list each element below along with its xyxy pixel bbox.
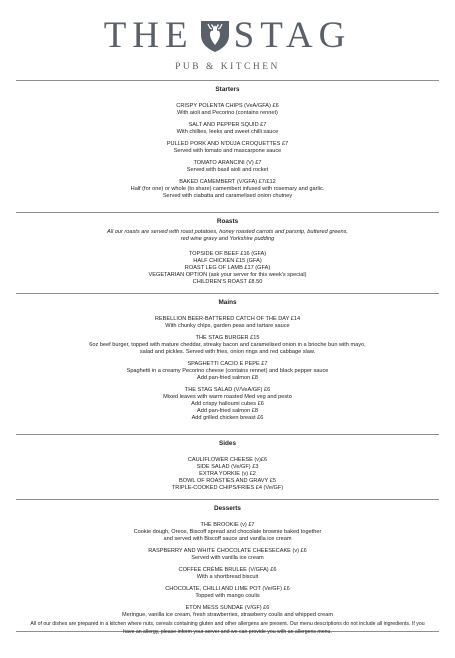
section-title: Sides — [218, 440, 237, 447]
menu-item — [16, 605, 439, 619]
menu-item: SIDE SALAD (Ve/GF) £3 — [196, 464, 259, 470]
menu-item: CHILDREN'S ROAST £8.50 — [192, 279, 263, 285]
allergen-notice-line: All of our dishes are prepared in a kitchen where nuts, cereals containing gluten and other allergens are present. Our menu descriptions do not include all ingredients. If you — [30, 621, 425, 627]
section-title: Roasts — [216, 218, 239, 225]
section-divider — [16, 80, 439, 81]
section-divider — [16, 293, 439, 294]
menu-item-description: Served with tomato and mascarpone sauce — [173, 148, 282, 154]
menu-item: ROAST LEG OF LAMB £17 (GFA) — [184, 265, 271, 271]
section-title: Starters — [215, 86, 240, 93]
menu-item-description: 6oz beef burger, topped with mature cheddar, streaky bacon and caramelised onion in a brioche bun with mayo, — [89, 342, 366, 348]
sides-list — [16, 457, 439, 492]
menu-item-name: TOMATO ARANCINI (V) £7 — [193, 160, 262, 166]
section-divider — [16, 434, 439, 435]
menu-item — [16, 103, 439, 117]
roasts-intro-line: red wine gravy and Yorkshire pudding — [180, 236, 275, 242]
menu-item — [16, 316, 439, 330]
desserts-list — [16, 522, 439, 619]
menu-item — [16, 160, 439, 174]
menu-item-name: SPAGHETTI CACIO E PEPE £7 — [187, 361, 268, 367]
menu-item-name: REBELLION BEER-BATTERED CATCH OF THE DAY £14 — [154, 316, 301, 322]
menu-item-description: With aioli and Pecorino (contains rennet) — [177, 110, 278, 116]
menu-item-description: Half (for one) or whole (to share) camembert infused with rosemary and garlic. — [130, 186, 325, 192]
menu-item-description: Topped with mango coulis — [195, 593, 260, 599]
menu-item-name: SALT AND PEPPER SQUID £7 — [188, 122, 267, 128]
section-title: Desserts — [213, 505, 241, 512]
section-roasts — [16, 218, 439, 293]
menu-item — [16, 567, 439, 581]
menu-item-name: BAKED CAMEMBERT (V/GFA) £7/£12 — [179, 179, 276, 185]
logo-word-stag: STAG — [233, 15, 352, 56]
menu-item-name: RASPBERRY AND WHITE CHOCOLATE CHEESECAKE (v) £6 — [148, 548, 307, 554]
menu-item-name: THE BROOKIE (v) £7 — [200, 522, 255, 528]
menu-item-description: With chillies, leeks and sweet chilli sauce — [176, 129, 279, 135]
menu-item-name: PULLED PORK AND N'DUJA CROQUETTES £7 — [166, 141, 289, 147]
menu-item-description: Served with ciabatta and caramelised onion chutney — [162, 193, 293, 199]
menu-header — [0, 15, 455, 72]
menu-item-description: Add pan-fried salmon £8 — [197, 408, 258, 414]
menu-item-description: Add pan-fried salmon £8 — [197, 375, 258, 381]
section-divider — [16, 499, 439, 500]
menu-item: VEGETARIAN OPTION (ask your server for this week's special) — [148, 272, 307, 278]
menu-item-description: With a shortbread biscuit — [196, 574, 259, 580]
logo — [0, 15, 455, 56]
menu-item-name: CRISPY POLENTA CHIPS (VeA/GFA) £6 — [176, 103, 279, 109]
menu-item — [16, 522, 439, 543]
roasts-intro — [16, 229, 439, 243]
menu-item: HALF CHICKEN £15 (GFA) — [193, 258, 262, 264]
menu-item — [16, 122, 439, 136]
section-desserts — [16, 505, 439, 631]
menu-item — [16, 179, 439, 200]
section-starters — [16, 86, 439, 212]
menu-item-description: Meringue, vanilla ice cream, fresh strawberries, strawberry coulis and whipped cream — [121, 612, 334, 618]
menu-item-name: THE STAG BURGER £15 — [195, 335, 260, 341]
menu-item: EXTRA YORKIE (v) £2 — [199, 471, 256, 477]
menu-item — [16, 141, 439, 155]
starters-list — [16, 103, 439, 200]
menu-item-name: CHOCOLATE, CHILLI AND LIME POT (Ve/GF) £6 — [165, 586, 290, 592]
section-divider — [16, 212, 439, 213]
menu-item: CAULIFLOWER CHEESE (v)£6 — [187, 457, 268, 463]
allergen-notice — [16, 620, 439, 636]
section-mains — [16, 299, 439, 434]
menu-item-description: Cookie dough, Oreos, Biscoff spread and chocolate brownie baked together — [133, 529, 322, 535]
menu-item-name: THE STAG SALAD (V/VeA/GF) £6 — [184, 387, 271, 393]
menu-item-description: Served with basil aioli and rocket — [186, 167, 269, 173]
logo-word-the: THE — [103, 15, 194, 56]
menu-item — [16, 361, 439, 382]
menu-item — [16, 548, 439, 562]
stag-shield-icon — [200, 19, 230, 53]
section-title: Mains — [218, 299, 237, 306]
section-sides — [16, 440, 439, 499]
roasts-list — [16, 251, 439, 286]
menu-item-description: Served with vanilla ice cream — [191, 555, 264, 561]
menu-item: TOPSIDE OF BEEF £16 (GFA) — [188, 251, 267, 257]
menu-item — [16, 586, 439, 600]
menu-item: TRIPLE-COOKED CHIPS/FRIES £4 (Ve/GF) — [171, 485, 284, 491]
menu-item-description: Add crispy halloumi cubes £6 — [191, 401, 264, 407]
menu-item-description: With chunky chips, garden peas and tartare sauce — [165, 323, 290, 329]
menu-body — [16, 80, 439, 632]
menu-item-description: salad and pickles. Served with fries, onion rings and red cabbage slaw. — [139, 349, 316, 355]
menu-item-name: ETON MESS SUNDAE (V/GF) £6 — [185, 605, 270, 611]
menu-item: BOWL OF ROASTIES AND GRAVY £5 — [179, 478, 276, 484]
allergen-notice-line: have an allergy, please inform your server and we can provide you with an allergens menu. — [123, 629, 332, 635]
menu-item — [16, 335, 439, 356]
menu-item — [16, 387, 439, 422]
menu-item-description: Add grilled chicken breast £6 — [191, 415, 264, 421]
mains-list — [16, 316, 439, 422]
menu-item-description: Spaghetti in a creamy Pecorino cheese (contains rennet) and black pepper sauce — [126, 368, 329, 374]
menu-item-description: Mixed leaves with warm roasted Med veg and pesto — [163, 394, 292, 400]
roasts-intro-line: All our roasts are served with roast potatoes, honey roasted carrots and parsnip, buttered greens, — [107, 229, 348, 235]
menu-item-description: and served with Biscoff sauce and vanilla ice cream — [163, 536, 292, 542]
menu-item-name: COFFEE CRÈME BRULEE (V/GFA) £6 — [178, 567, 277, 573]
logo-subtitle: PUB & KITCHEN — [175, 62, 280, 72]
